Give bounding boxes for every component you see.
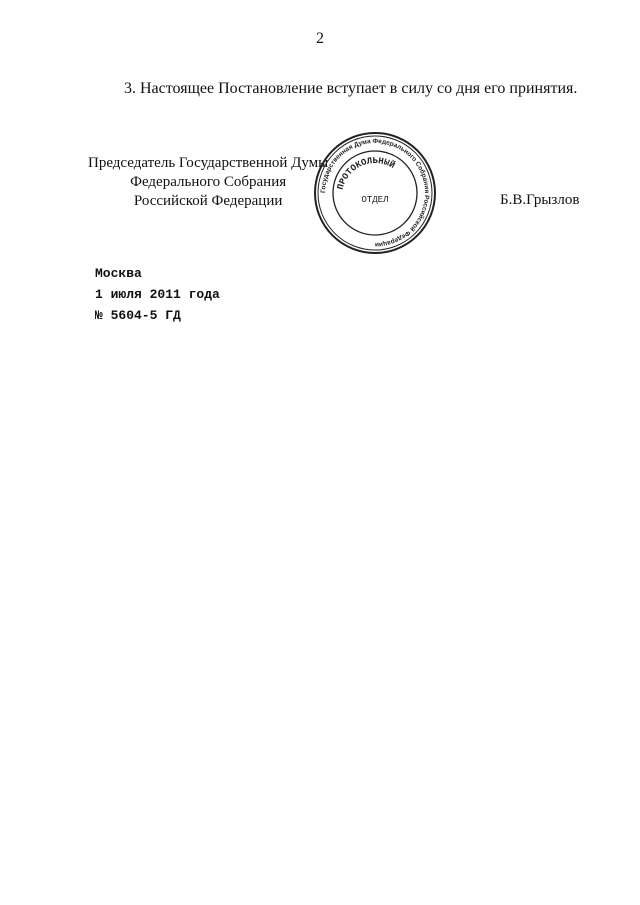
official-stamp xyxy=(312,130,438,256)
signatory-title-line-1: Председатель Государственной Думы xyxy=(88,155,329,171)
page-number: 2 xyxy=(316,30,324,47)
signatory-title xyxy=(88,154,328,211)
date: 1 июля 2011 года xyxy=(95,287,220,302)
stamp-inner-top-text: ПРОТОКОЛЬНЫЙ xyxy=(335,155,397,191)
svg-text:ПРОТОКОЛЬНЫЙ xyxy=(336,156,397,191)
signer-name: Б.В.Грызлов xyxy=(500,192,580,208)
stamp-outer-text: Государственная Дума Федерального Собрания Российской Федерации xyxy=(319,137,431,249)
signatory-title-line-2: Федерального Собрания xyxy=(130,174,287,190)
svg-text:Государственная Дума Федеральн xyxy=(320,138,430,248)
place: Москва xyxy=(95,266,142,281)
signatory-title-line-3: Российской Федерации xyxy=(133,193,283,209)
stamp-center-text: ОТДЕЛ xyxy=(361,195,389,205)
document-meta xyxy=(95,263,220,326)
clause-3: 3. Настоящее Постановление вступает в силу со дня его принятия. xyxy=(124,80,578,97)
document-number: № 5604-5 ГД xyxy=(95,308,181,323)
